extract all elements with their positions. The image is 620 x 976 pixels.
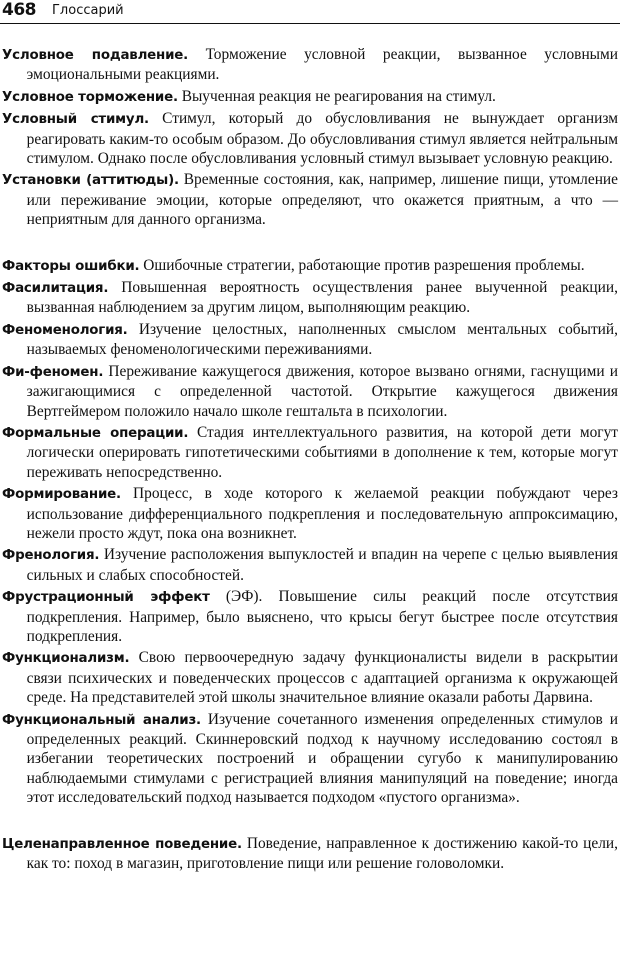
glossary-definition: Стадия интеллектуального развития, на которой дети могут логически оперировать гипотетическими событиями в дополнение к тем, которые могут переживать непосредственно. — [26, 423, 618, 481]
glossary-definition: Свою первоочередную задачу функционалисты видели в раскрытии связи психических и поведенческих процессов с адаптацией организма к окружающей среде. На представителей этой школы значительное влияние оказали работы Дарвина. — [26, 649, 618, 707]
glossary-definition: Изучение целостных, наполненных смыслом ментальных событий, называемых феноменологическими переживаниями. — [26, 320, 618, 359]
glossary-term: Условное торможение. — [2, 89, 178, 105]
glossary-entry — [2, 710, 618, 808]
glossary-term: Установки (аттитюды). — [2, 173, 179, 189]
glossary-definition: Изучение расположения выпуклостей и впадин на черепе с целью выявления сильных и слабых способностей. — [26, 546, 618, 584]
glossary-entry — [2, 256, 618, 276]
glossary-term: Функционализм. — [2, 651, 130, 667]
glossary-term: Факторы ошибки. — [2, 258, 140, 274]
glossary-term: Френология. — [2, 548, 100, 564]
glossary-definition: Ошибочные стратегии, работающие против разрешения проблемы. — [139, 256, 585, 274]
glossary-group-u — [2, 45, 618, 230]
glossary-definition: Переживание кажущегося движения, которое вызвано огнями, гаснущими и зажигающимися с определенной частотой. Открытие кажущегося движения Вертгеймером положило начало школе гештальта в психологии. — [26, 362, 618, 420]
glossary-term: Феноменология. — [2, 322, 128, 338]
glossary-term: Формирование. — [2, 487, 121, 503]
glossary-entry — [2, 170, 618, 229]
glossary-entry — [2, 87, 618, 107]
group-spacer — [2, 232, 618, 256]
glossary-definition: Выученная реакция не реагирования на стимул. — [177, 87, 496, 105]
glossary-term: Условный стимул. — [2, 112, 149, 128]
glossary-entry — [2, 423, 618, 482]
glossary-definition: (ЭФ). Повышение силы реакций после отсутствия подкрепления. Например, было выяснено, что крысы бегут быстрее после отсутствия подкрепления. — [26, 588, 618, 645]
glossary-definition: Временные состояния, как, например, лишение пищи, утомление или переживание эмоции, которые определяют, что окажется приятным, а что — неприятным для данного организма. — [26, 171, 618, 229]
glossary-entry — [2, 484, 618, 543]
glossary-term: Формальные операции. — [2, 425, 189, 441]
glossary-entry — [2, 45, 618, 85]
glossary-entry — [2, 834, 618, 874]
glossary-entry — [2, 545, 618, 585]
glossary-entry — [2, 109, 618, 168]
header-rule — [0, 23, 620, 24]
group-spacer — [2, 810, 618, 834]
glossary-definition: Изучение сочетанного изменения определенных стимулов и определенных реакций. Скиннеровский подход к научному исследованию состоял в избегании теоретических построений и обращении сугубо к манипулированию наблюдаемыми стимулами с регистрацией влияния манипуляций на поведение; иногда этот исследовательский подход называется подходом «пустого организма». — [26, 710, 618, 807]
glossary-definition: Стимул, который до обусловливания не вынуждает организм реагировать каким-то особым образом. До обусловливания стимул является нейтральным стимулом. Однако после обусловливания условный стимул вызывает условную реакцию. — [26, 110, 618, 168]
glossary-definition: Торможение условной реакции, вызванное условными эмоциональными реакциями. — [26, 46, 618, 84]
glossary-definition: Повышенная вероятность осуществления ранее выученной реакции, вызванная наблюдением за другим лицом, выполняющим реакцию. — [26, 279, 618, 317]
glossary-term: Целенаправленное поведение. — [2, 836, 242, 852]
glossary-definition: Поведение, направленное к достижению какой-то цели, как то: поход в магазин, приготовление пищи или решение головоломки. — [26, 834, 619, 873]
glossary-group-ts — [2, 834, 618, 874]
glossary-term: Фрустрационный эффект — [2, 590, 210, 606]
glossary-entry — [2, 320, 618, 360]
glossary-entry — [2, 278, 618, 318]
page-number: 468 — [2, 0, 36, 20]
glossary-term: Функциональный анализ. — [2, 712, 201, 728]
glossary-entry — [2, 362, 618, 421]
glossary-entry — [2, 587, 618, 646]
glossary-group-f — [2, 256, 618, 808]
glossary-entry — [2, 648, 618, 707]
glossary-term: Фасилитация. — [2, 281, 109, 297]
glossary-content — [2, 45, 618, 875]
glossary-definition: Процесс, в ходе которого к желаемой реакции побуждают через использование дифференциального подкрепления и последовательную аппроксимацию, нежели просто ждут, пока она возникнет. — [26, 485, 618, 542]
page-header — [0, 0, 620, 24]
glossary-term: Фи-феномен. — [2, 364, 104, 380]
running-section-title: Глоссарий — [52, 3, 124, 18]
glossary-term: Условное подавление. — [2, 48, 189, 63]
